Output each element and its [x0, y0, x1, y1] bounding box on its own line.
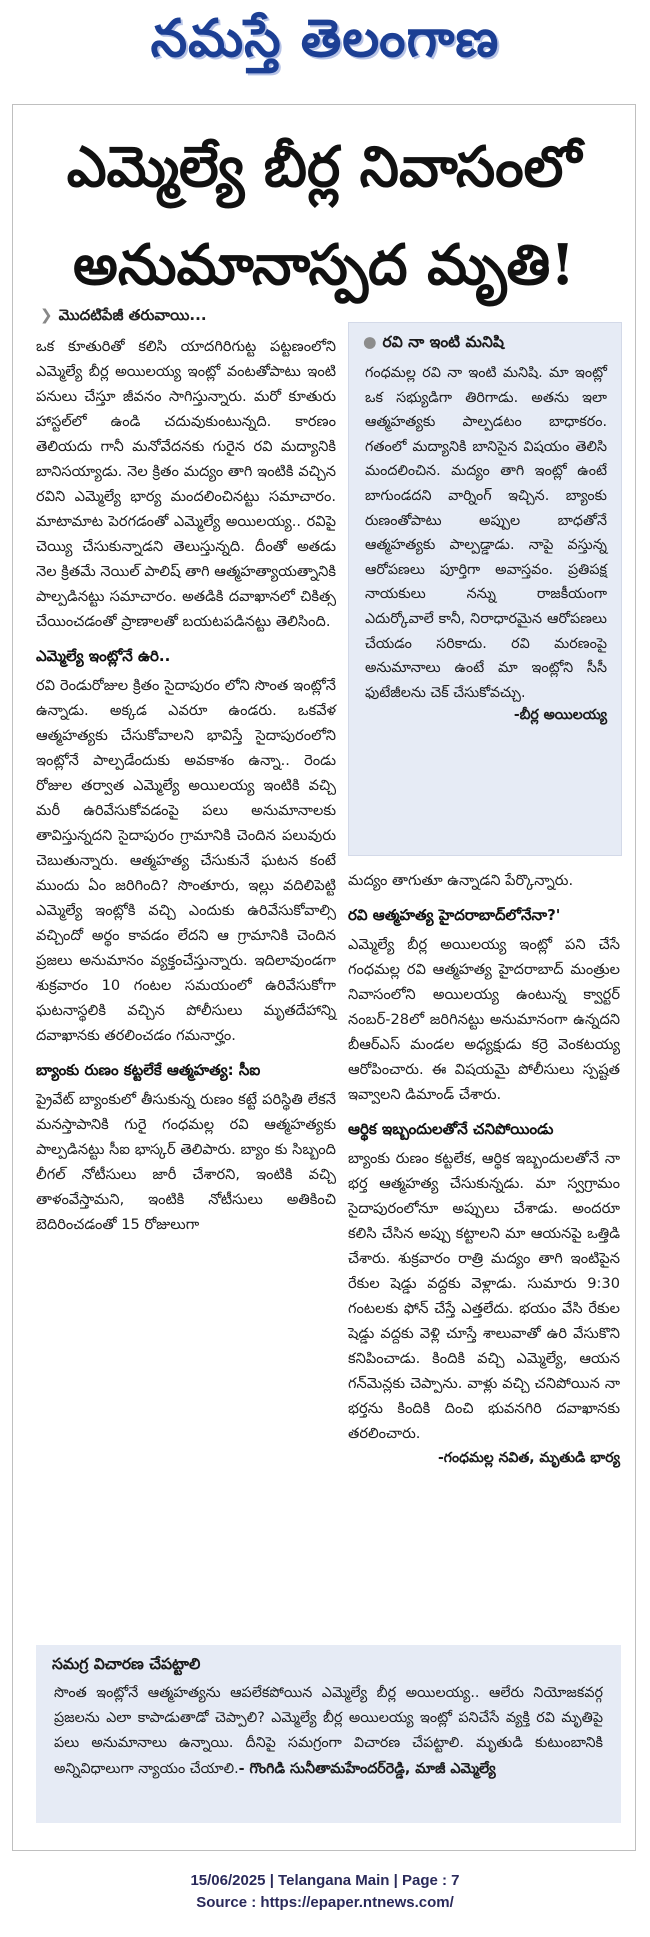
sidebar-title [349, 323, 621, 359]
subheading: బ్యాంకు రుణం కట్టలేకే ఆత్మహత్య: సీఐ [36, 1061, 261, 1079]
paragraph: రవి రెండురోజుల క్రితం సైదాపురం లోని సొంత ఇంట్లోనే ఉన్నాడు. అక్కడ ఎవరూ ఉండరు. ఒకవేళ ఆత్మహత్యకు చేసుకోవాలని భావిస్తే సైదాపురంలోని ఇంట్లోనే పాల్పడేందుకు అవకాశం ఉన్నా.. రెండు రోజుల తర్వాత ఎమ్మెల్యే అయిలయ్య ఇంటికి వచ్చి మరీ ఉరివేసుకోవడంపై పలు అనుమానాలకు తావిస్తున్నదని సైదాపురం గ్రామానికి చెందిన పలువురు చెబుతున్నారు. ఆత్మహత్య చేసుకునే ఘటన కంటే ముందు ఏం జరిగింది? సొంతూరు, ఇల్లు వదిలిపెట్టి ఎమ్మెల్యే ఇంట్లోకి వచ్చి ఎందుకు ఉరివేసుకోవాల్సి వచ్చిందో అర్థం కావడం లేదని ఆ గ్రామానికి చెందిన ప్రజలు అనుమానం వ్యక్తంచేస్తున్నారు. ఇదిలావుండగా శుక్రవారం 10 గంటల సమయంలో ఉరివేసుకోగా ఘటనాస్థలికి వచ్చిన పోలీసులు మృతదేహాన్ని దవాఖానకు తరలించడం గమనార్హం. [36, 677, 336, 1044]
page-footer [0, 1870, 650, 1914]
subheading: రవి ఆత్మహత్య హైదరాబాద్‌లోనేనా?' [348, 906, 561, 924]
left-column [36, 334, 336, 1237]
paragraph: ప్రైవేట్ బ్యాంకులో తీసుకున్న రుణం కట్టే పరిస్థితి లేకనే మనస్తాపానికి గురై గంధమల్ల రవి ఆత్మహత్యకు పాల్పడినట్టు సీఐ భాస్కర్ తెలిపారు. బ్యాం కు సిబ్బంది లీగల్ నోటీసులు జారీ చేశారని, ఇంటికి వచ్చి తాళంవేస్తామని, ఇంటికి నోటీసులు అతికించి బెదిరించడంతో 15 రోజులుగా [36, 1091, 336, 1233]
chevron-right-icon: ❯ [40, 306, 53, 324]
bottom-box-body [36, 1681, 621, 1782]
paragraph: ఎమ్మెల్యే బీర్ల అయిలయ్య ఇంట్లో పని చేసే గంధమల్ల రవి ఆత్మహత్య హైదరాబాద్ మంత్రుల నివాసంలోని అయిలయ్య ఉంటున్న క్వార్టర్ నంబర్-28లో జరిగినట్టు అనుమానంగా ఉన్నదని బీఆర్‌ఎస్ మండల అధ్యక్షుడు కర్రె వెంకటయ్య ఆరోపించారు. ఈ విషయమై పోలీసులు స్పష్టత ఇవ్వాలని డిమాండ్ చేశారు. [348, 936, 620, 1103]
subheading: ఎమ్మెల్యే ఇంట్లోనే ఉరి.. [36, 647, 171, 665]
bottom-box-body-text: సొంత ఇంట్లోనే ఆత్మహత్యను ఆపలేకపోయిన ఎమ్మెల్యే బీర్ల అయిలయ్య.. ఆలేరు నియోజకవర్గ ప్రజలను ఎలా కాపాడుతాడో చెప్పాలి? ఎమ్మెల్యే బీర్ల అయిలయ్య ఇంట్లో పనిచేసే వ్యక్తి రవి మృతిపై పలు అనుమానాలు ఉన్నాయి. దీనిపై సమగ్రంగా విచారణ చేపట్టాలి. మృతుడి కుటుంబానికి అన్నివిధాలుగా న్యాయం చేయాలి. [54, 1685, 603, 1777]
sidebar-title-text: రవి నా ఇంటి మనిషి [382, 333, 504, 351]
footer-source-link[interactable]: Source : https://epaper.ntnews.com/ [196, 1894, 454, 1911]
right-column [348, 868, 620, 1471]
sidebar-body: గంధమల్ల రవి నా ఇంటి మనిషి. మా ఇంట్లో ఒక సభ్యుడిగా తిరిగాడు. అతను ఇలా ఆత్మహత్యకు పాల్పడటం బాధాకరం. గతంలో మద్యానికి బానిసైన విషయం తెలిసి మందలించిన. మద్యం తాగి ఇంట్లో ఉంటే బాగుండదని వార్నింగ్ ఇచ్చిన. బ్యాంకు రుణంతోపాటు అప్పుల బాధతోనే ఆత్మహత్యకు పాల్పడ్డాడు. నాపై వస్తున్న ఆరోపణలు పూర్తిగా అవాస్తవం. ప్రతిపక్ష నాయకులు నన్ను రాజకీయంగా ఎదుర్కోవాలే కానీ, నిరాధారమైన ఆరోపణలు చేయడం సరికాదు. రవి మరణంపై అనుమానాలు ఉంటే మా ఇంట్లోని సీసీ ఫుటేజీలను చెక్ చేసుకోవచ్చు. [365, 365, 607, 701]
bottom-box-title: సమగ్ర విచారణ చేపట్టాలి [52, 1655, 201, 1673]
bottom-statement-box [36, 1645, 621, 1823]
subheading: ఆర్థిక ఇబ్బందులతోనే చనిపోయిండు [348, 1120, 554, 1138]
sidebar-signature: -బీర్ల అయిలయ్య [513, 707, 607, 724]
paragraph: బ్యాంకు రుణం కట్టలేక, ఆర్థిక ఇబ్బందులతోనే నా భర్త ఆత్మహత్య చేసుకున్నడు. మా స్వగ్రామం సైదాపురంలోనూ అప్పులు చేశాడు. అందరూ కలిసి చేసిన అప్పు కట్టాలని మా ఆయనపై ఒత్తిడి చేశారు. శుక్రవారం రాత్రి మద్యం తాగి ఇంటిపైన రేకుల షెడ్డు వద్దకు వెళ్లాడు. సుమారు 9:30 గంటలకు ఫోన్ చేస్తే ఎత్తలేదు. భయం వేసి రేకుల షెడ్డు వద్దకు వెళ్లి చూస్తే శాలువాతో ఉరి వేసుకొని కనిపించాడు. కిందికి వచ్చి ఎమ్మెల్యే, ఆయన గన్‌మెన్లకు చెప్పాను. వాళ్లు వచ్చి చనిపోయిన నా భర్తను కిందికి దించి భువనగిరి దవాఖానకు తరలించారు. [348, 1150, 620, 1442]
sidebar-quote-box [348, 322, 622, 856]
bottom-box-signature: - గొంగిడి సునీతామహేందర్‌రెడ్డి, మాజీ ఎమ్మెల్యే [238, 1760, 496, 1777]
headline-line-1: ఎమ్మెల్యే బీర్ల నివాసంలో [66, 134, 582, 200]
headline-line-2: అనుమానాస్పద మృతి! [73, 232, 575, 298]
paragraph: ఒక కూతురితో కలిసి యాదగిరిగుట్ట పట్టణంలోని ఎమ్మెల్యే బీర్ల అయిలయ్య ఇంట్లో వంటతోపాటు ఇంటి పనులు చేస్తూ జీవనం సాగిస్తున్నారు. మరో కూతురు హాస్టల్‌లో ఉండి చదువుకుంటున్నది. కారణం తెలియదు గానీ మనోవేదనకు గురైన రవి మద్యానికి బానిసయ్యాడు. నెల క్రితం మద్యం తాగి ఇంటికి వచ్చిన రవిని ఎమ్మెల్యే భార్య మందలించినట్టు సమాచారం. మాటామాట పెరగడంతో ఎమ్మెల్యే అయిలయ్య.. రవిపై చెయ్యి చేసుకున్నాడని తెలుస్తున్నది. దీంతో అతడు నెల క్రితమే నెయిల్ పాలిష్ తాగి ఆత్మహత్యాయత్నానికి పాల్పడినట్టు సమాచారం. అతడికి దవాఖానలో చికిత్స చేయించడంతో ప్రాణాలతో బయటపడినట్టు తెలిసింది. [36, 338, 336, 630]
continued-label [40, 306, 207, 328]
continued-label-text: మొదటిపేజీ తరువాయి... [58, 306, 207, 324]
newspaper-logo: నమస్తే తెలంగాణ [150, 8, 500, 69]
paragraph: మద్యం తాగుతూ ఉన్నాడని పేర్కొన్నారు. [348, 872, 574, 889]
masthead [0, 0, 650, 92]
footer-edition-info: 15/06/2025 | Telangana Main | Page : 7 [190, 1872, 460, 1889]
bullet-icon: ● [363, 333, 377, 351]
article-headline [14, 118, 634, 314]
quote-signature: -గంధమల్ల నవిత, మృతుడి భార్య [438, 1450, 620, 1466]
